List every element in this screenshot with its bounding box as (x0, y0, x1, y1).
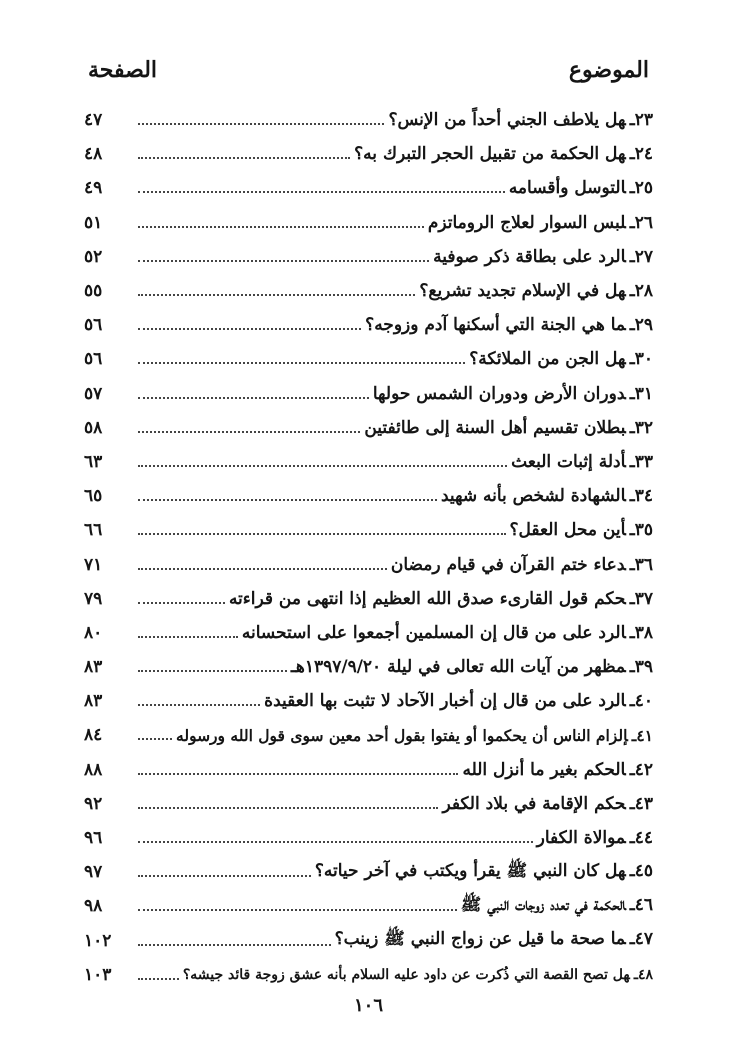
toc-entry-page: ٨٣ (84, 657, 103, 678)
toc-entry-topic (264, 691, 653, 711)
dot-leader (138, 841, 533, 843)
dot-leader (138, 294, 415, 296)
toc-entry-page: ٨٨ (84, 759, 103, 780)
toc-entry-topic (462, 760, 653, 780)
toc-entry-number: ٤٠ـ (629, 691, 653, 712)
toc-entry (84, 684, 653, 718)
toc-entry-number: ٣٨ـ (629, 622, 653, 643)
toc-entry-number: ٢٩ـ (629, 315, 653, 336)
toc-entry (84, 206, 653, 240)
page-number: ١٠٦ (353, 995, 383, 1016)
toc-entry-number: ٤٧ـ (629, 929, 653, 950)
toc-entry-topic (441, 486, 653, 506)
dot-leader (138, 362, 465, 364)
toc-entry-topic (469, 349, 653, 369)
toc-entry-page: ٥٦ (84, 315, 103, 336)
dot-leader (138, 226, 424, 228)
toc-entry-page: ٧٩ (84, 588, 103, 609)
dot-leader (138, 568, 387, 570)
toc-entry-topic (388, 110, 653, 130)
toc-entry (84, 582, 653, 616)
toc-entry (84, 821, 653, 855)
toc-entry-title: ما صحة ما قيل عن زواج النبي ﷺ زينب؟ (334, 929, 626, 950)
toc-entry (84, 650, 653, 684)
toc-entry-page: ٥٥ (84, 281, 103, 302)
toc-entry (84, 240, 653, 274)
dot-leader (138, 636, 238, 638)
toc-entry-title: مظهر من آيات الله تعالى في ليلة ١٣٩٧/٩/٢٠هـ (290, 657, 626, 678)
dot-leader (138, 191, 505, 193)
toc-entry-number: ٢٦ـ (629, 212, 653, 233)
toc-entry (84, 787, 653, 821)
toc-entry-number: ٢٨ـ (629, 281, 653, 302)
toc-entry (84, 137, 653, 171)
toc-entry-page: ٥٦ (84, 349, 103, 370)
toc-entry (84, 513, 653, 547)
page-column-label: الصفحة (88, 57, 158, 83)
toc-entry-number: ٣٢ـ (629, 417, 653, 438)
toc-entry (84, 547, 653, 581)
toc-entry-title: حكم قول القارىء صدق الله العظيم إذا انتهى من قراءته (228, 588, 626, 609)
toc-entry-topic (442, 794, 653, 814)
toc-entry-number: ٣٤ـ (629, 486, 653, 507)
dot-leader (138, 944, 331, 946)
toc-entry-topic (176, 726, 653, 745)
toc-entry-title: دوران الأرض ودوران الشمس حولها (372, 383, 626, 404)
toc-entry-title: إلزام الناس أن يحكموا أو يفتوا بقول أحد معين سوى قول الله ورسوله (176, 725, 628, 745)
toc-entry-number: ٤٢ـ (629, 759, 653, 780)
toc-entry-title: هل كان النبي ﷺ يقرأ ويكتب في آخر حياته؟ (314, 860, 626, 881)
toc-entry (84, 445, 653, 479)
toc-entry-title: أدلة إثبات البعث (511, 451, 626, 472)
toc-entry-topic (537, 828, 653, 848)
toc-entry (84, 479, 653, 513)
dot-leader (138, 875, 311, 877)
dot-leader (138, 123, 384, 125)
dot-leader (138, 773, 458, 775)
toc-entry-page: ٩٧ (84, 862, 103, 883)
dot-leader (138, 260, 429, 262)
toc-entry (84, 171, 653, 205)
toc-entry-title: أين محل العقل؟ (509, 520, 626, 541)
toc-entry-number: ٢٣ـ (629, 110, 653, 131)
toc-entry-number: ٣٩ـ (629, 657, 653, 678)
toc-entry (84, 377, 653, 411)
toc-entry-topic (419, 281, 653, 301)
toc-entry-topic (365, 315, 653, 335)
toc-entry-title: هل تصح القصة التي ذُكرت عن داود عليه السلام بأنه عشق زوجة قائد جيشه؟ (182, 966, 630, 983)
toc-entry-topic (335, 928, 653, 953)
toc-entry-page: ٩٨ (84, 896, 103, 917)
toc-entry-title: ما هي الجنة التي أسكنها آدم وزوجه؟ (365, 315, 626, 336)
toc-entry-topic (461, 894, 653, 919)
toc-entry-page: ٥٧ (84, 383, 103, 404)
toc-entry-topic (354, 144, 653, 164)
dot-leader (138, 499, 437, 501)
dot-leader (138, 807, 438, 809)
toc-entry-page: ١٠٢ (84, 930, 112, 951)
dot-leader (138, 157, 350, 159)
toc-entry (84, 924, 653, 958)
toc-entry-topic (229, 589, 653, 609)
toc-entry-page: ٥٢ (84, 246, 103, 267)
toc-entry-title: هل يلاطف الجني أحداً من الإنس؟ (388, 110, 626, 131)
toc-entry-number: ٢٧ـ (629, 246, 653, 267)
toc-entry-page: ٥١ (84, 212, 103, 233)
toc-entry-title: الرد على بطاقة ذكر صوفية (433, 246, 626, 267)
toc-entry-topic (315, 860, 653, 885)
toc-entry-page: ٤٩ (84, 178, 103, 199)
toc-entry-title: دعاء ختم القرآن في قيام رمضان (390, 554, 626, 575)
toc-entry (84, 855, 653, 889)
toc-entry-topic (373, 384, 653, 404)
toc-entry-page: ٤٨ (84, 144, 103, 165)
toc-entry-page: ٦٦ (84, 520, 103, 541)
toc-entry (84, 958, 653, 992)
toc-entry-number: ٣٥ـ (629, 520, 653, 541)
toc-entry-number: ٤٦ـ (629, 894, 653, 915)
toc-entry-title: موالاة الكفار (536, 828, 626, 849)
toc-entry-topic (391, 555, 653, 575)
toc-entry-title: حكم الإقامة في بلاد الكفر (442, 793, 626, 814)
topic-column-label: الموضوع (568, 57, 649, 83)
toc-entry-page: ١٠٣ (84, 964, 112, 985)
toc-entry-number: ٢٤ـ (629, 144, 653, 165)
toc-entry-number: ٤٨ـ (633, 966, 653, 983)
dot-leader (138, 704, 260, 706)
toc-entry (84, 103, 653, 137)
toc-entry (84, 308, 653, 342)
toc-entry-page: ٩٦ (84, 828, 103, 849)
toc-entry-title: بطلان تقسيم أهل السنة إلى طائفتين (364, 417, 626, 438)
toc-entry-page: ٥٨ (84, 417, 103, 438)
toc-entry-title: الرد على من قال إن أخبار الآحاد لا تثبت بها العقيدة (264, 691, 626, 712)
toc-entry-page: ٨٣ (84, 691, 103, 712)
toc-entry-page: ٧١ (84, 554, 103, 575)
toc-entry-page: ٤٧ (84, 110, 103, 131)
toc-entry (84, 274, 653, 308)
toc-entry-title: هل الجن من الملائكة؟ (469, 349, 626, 370)
toc-entry-number: ٣١ـ (629, 383, 653, 404)
toc-entry-topic (433, 247, 653, 267)
toc-header (88, 50, 649, 90)
toc-entry-title: الرد على من قال إن المسلمين أجمعوا على استحسانه (241, 622, 626, 643)
dot-leader (138, 533, 506, 535)
toc-entry-topic (509, 178, 653, 198)
toc-entry-topic (291, 657, 653, 677)
toc-entry-number: ٤٣ـ (629, 793, 653, 814)
toc-entry-number: ٤٤ـ (629, 828, 653, 849)
toc-entry-page: ٦٣ (84, 451, 103, 472)
toc-entry-number: ٢٥ـ (629, 178, 653, 199)
toc-entry-page: ٦٥ (84, 486, 103, 507)
toc-entry-number: ٣٧ـ (629, 588, 653, 609)
dot-leader (138, 978, 179, 980)
toc-entry-number: ٤١ـ (631, 725, 653, 745)
toc-entry-title: لبس السوار لعلاج الروماتزم (427, 212, 626, 233)
toc-entry (84, 616, 653, 650)
toc-entry-topic (511, 452, 653, 472)
toc-entry (84, 342, 653, 376)
toc-entry-page: ٩٢ (84, 793, 103, 814)
toc-entry (84, 411, 653, 445)
toc-entry-topic (183, 967, 653, 983)
toc-entry-topic (428, 213, 653, 233)
toc-entry-number: ٣٣ـ (629, 451, 653, 472)
toc-entry-number: ٤٥ـ (629, 860, 653, 881)
dot-leader (138, 465, 507, 467)
toc-entry-title: الشهادة لشخص بأنه شهيد (440, 486, 626, 507)
dot-leader (138, 328, 361, 330)
dot-leader (138, 738, 172, 740)
dot-leader (138, 397, 369, 399)
dot-leader (138, 431, 360, 433)
toc-entry-title: هل الحكمة من تقبيل الحجر التبرك به؟ (354, 144, 626, 165)
toc-entry-topic (242, 623, 653, 643)
toc-entry-page: ٨٤ (84, 725, 103, 746)
toc-entry-title: التوسل وأقسامه (508, 178, 626, 199)
toc-entry-topic (510, 520, 654, 540)
toc-entry-page: ٨٠ (84, 622, 103, 643)
toc-entry-title: الحكم بغير ما أنزل الله (462, 759, 626, 780)
toc-entry (84, 718, 653, 752)
dot-leader (138, 602, 225, 604)
toc-entry-number: ٣٦ـ (629, 554, 653, 575)
toc-entry (84, 889, 653, 923)
toc-entry-title: هل في الإسلام تجديد تشريع؟ (419, 281, 626, 302)
toc-entry (84, 753, 653, 787)
toc-entry-number: ٣٠ـ (629, 349, 653, 370)
dot-leader (138, 670, 287, 672)
dot-leader (138, 909, 457, 911)
toc-entry-topic (364, 418, 653, 438)
toc-entry-title: الحكمة في تعدد زوجات النبي ﷺ (460, 894, 626, 915)
table-of-contents (84, 103, 653, 992)
